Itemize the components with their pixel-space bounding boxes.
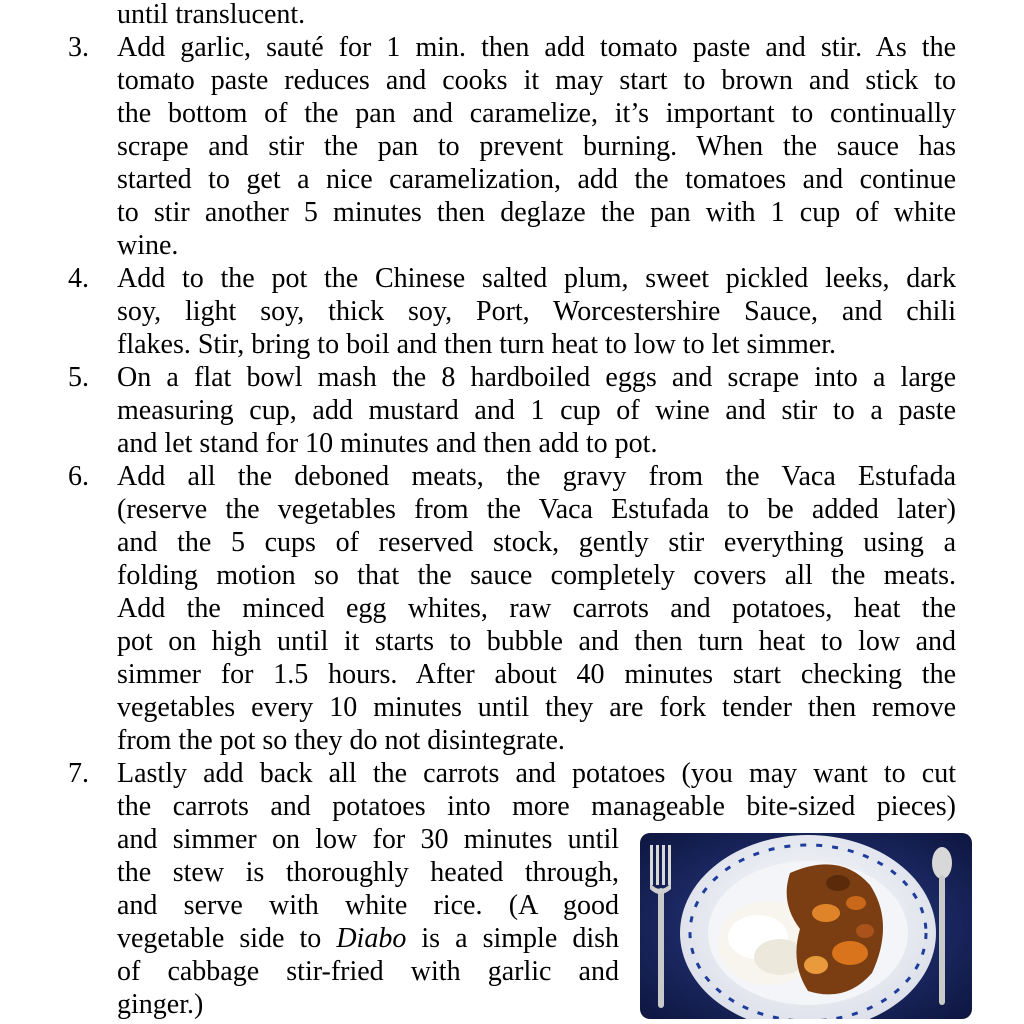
stew-photo	[640, 833, 972, 1019]
step-6-line-6: pot on high until it starts to bubble and then turn heat to low and	[117, 626, 956, 657]
step-4-line-3: flakes. Stir, bring to boil and then turn heat to low to let simmer.	[117, 329, 836, 360]
step-6-line-1: Add all the deboned meats, the gravy from the Vaca Estufada	[117, 461, 956, 492]
step-5-line-2: measuring cup, add mustard and 1 cup of wine and stir to a paste	[117, 395, 956, 426]
step-4-line-1: Add to the pot the Chinese salted plum, sweet pickled leeks, dark	[117, 263, 956, 294]
step-6-line-9: from the pot so they do not disintegrate.	[117, 725, 565, 756]
step-7-line-2: the carrots and potatoes into more manageable bite-sized pieces)	[117, 791, 956, 822]
step-6-line-7: simmer for 1.5 hours. After about 40 minutes start checking the	[117, 659, 956, 690]
step-6-line-3: and the 5 cups of reserved stock, gently stir everything using a	[117, 527, 956, 558]
step-7-line-4: the stew is thoroughly heated through,	[117, 857, 619, 888]
step-4-number: 4.	[68, 263, 89, 294]
step-7-number: 7.	[68, 758, 89, 789]
stew-photo-illustration	[640, 833, 972, 1019]
step-3-number: 3.	[68, 32, 89, 63]
step-7-line-7: of cabbage stir-fried with garlic and	[117, 956, 619, 987]
stew-icon	[787, 864, 883, 994]
step-7-line-3: and simmer on low for 30 minutes until	[117, 824, 619, 855]
step-6-line-4: folding motion so that the sauce completely covers all the meats.	[117, 560, 956, 591]
step-3-line-4: scrape and stir the pan to prevent burning. When the sauce has	[117, 131, 956, 162]
step-6-line-8: vegetables every 10 minutes until they are fork tender then remove	[117, 692, 956, 723]
step-6-line-5: Add the minced egg whites, raw carrots and potatoes, heat the	[117, 593, 956, 624]
step-3-line-6: to stir another 5 minutes then deglaze the pan with 1 cup of white	[117, 197, 956, 228]
step-5-line-3: and let stand for 10 minutes and then add to pot.	[117, 428, 658, 459]
step-7-line-6	[117, 922, 619, 955]
step-7-line-1: Lastly add back all the carrots and potatoes (you may want to cut	[117, 758, 956, 789]
step-3-line-2: tomato paste reduces and cooks it may start to brown and stick to	[117, 65, 956, 96]
step-3-line-3: the bottom of the pan and caramelize, it’s important to continually	[117, 98, 956, 129]
diabo-pre-text: vegetable side to	[117, 923, 337, 954]
step-5-line-1: On a flat bowl mash the 8 hardboiled eggs and scrape into a large	[117, 362, 956, 393]
step-3-line-5: started to get a nice caramelization, add the tomatoes and continue	[117, 164, 956, 195]
diabo-post-text: is a simple dish	[406, 923, 619, 954]
step-4-line-2: soy, light soy, thick soy, Port, Worcestershire Sauce, and chili	[117, 296, 956, 327]
step-7-line-5: and serve with white rice. (A good	[117, 890, 619, 921]
diabo-emphasis: Diabo	[336, 923, 407, 954]
step-7-line-8: ginger.)	[117, 989, 204, 1020]
intro-tail-line: until translucent.	[117, 0, 306, 30]
step-3-line-7: wine.	[117, 230, 179, 261]
step-3-line-1: Add garlic, sauté for 1 min. then add tomato paste and stir. As the	[117, 32, 956, 63]
step-6-line-2: (reserve the vegetables from the Vaca Estufada to be added later)	[117, 494, 956, 525]
step-5-number: 5.	[68, 362, 89, 393]
step-6-number: 6.	[68, 461, 89, 492]
